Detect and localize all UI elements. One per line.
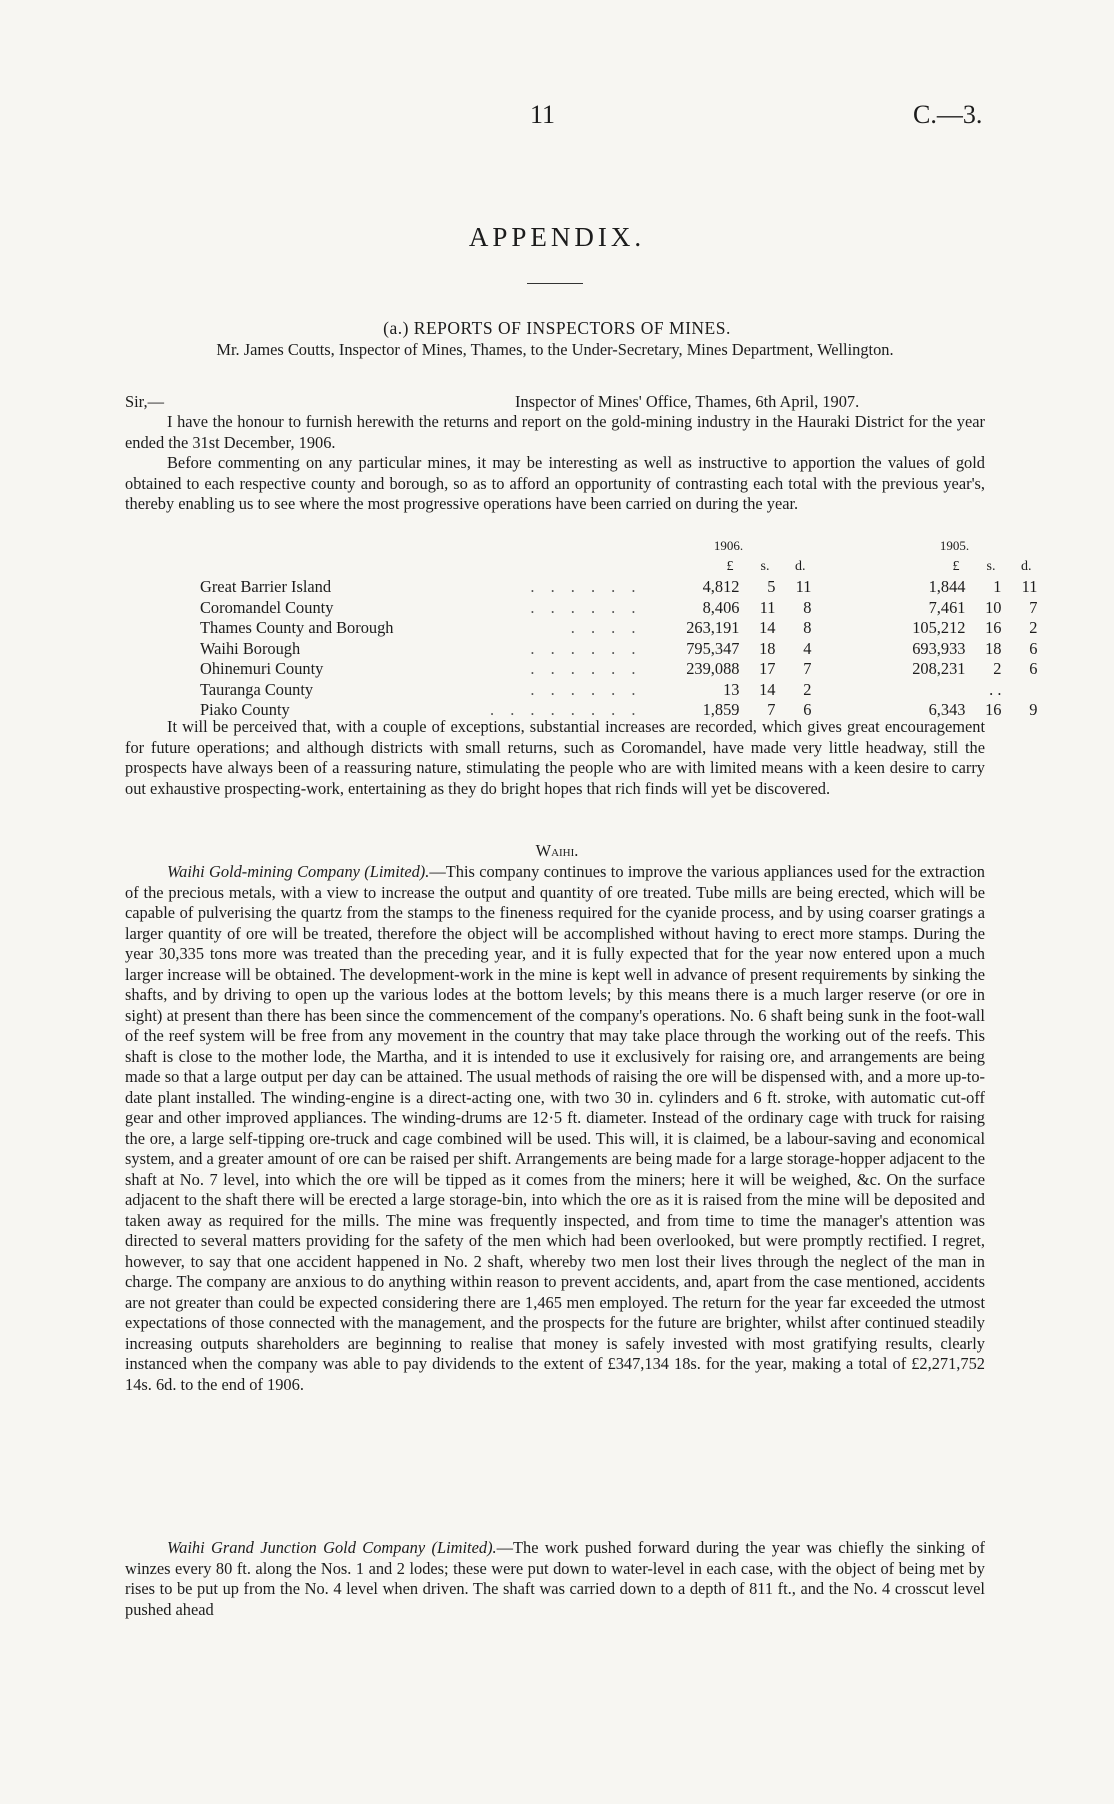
value-1905-shillings: 1 — [993, 577, 1002, 596]
value-1906-pounds: 13 — [723, 679, 740, 699]
value-1905-pounds — [871, 680, 965, 701]
value-1905-shillings: 18 — [985, 638, 1002, 658]
unit-shilling: s. — [760, 558, 770, 574]
value-1906-shillings: 14 — [759, 679, 776, 699]
value-1905-pence: 2 — [1029, 618, 1038, 637]
table-year-header — [200, 536, 1037, 557]
table-row — [200, 639, 1037, 660]
leader-dots: . . . . . . — [530, 597, 642, 617]
table-row — [200, 680, 1037, 701]
address-line — [125, 340, 985, 361]
page-number: 11 — [530, 100, 556, 129]
value-1906-shillings: 17 — [759, 659, 776, 678]
value-1905-pounds: 6,343 — [928, 700, 966, 719]
value-1906-pounds: 239,088 — [686, 659, 740, 678]
unit-shilling: s. — [986, 558, 996, 574]
value-1906-pence: 4 — [803, 638, 812, 658]
value-1906-shillings: 5 — [767, 577, 776, 596]
value-1905-pence: 11 — [1021, 577, 1038, 596]
value-1906-pounds: 8,406 — [702, 597, 740, 617]
leader-dots: . . . . . . — [530, 638, 642, 658]
title-rule — [527, 283, 583, 284]
value-1905-shillings: 2 — [993, 659, 1002, 678]
value-1906-pounds: 795,347 — [686, 638, 740, 658]
leader-dots: . . . . — [570, 618, 642, 637]
paragraph-intro: I have the honour to furnish herewith the returns and report on the gold-mining industry in the Hauraki District for the year ended the 31st December, 1906. — [125, 412, 985, 452]
value-1906-pence: 6 — [803, 700, 812, 719]
paragraph-apportion: Before commenting on any particular mines, it may be interesting as well as instructive to apportion the values of gold obtained to each respective county and borough, so as to afford an opportunity of contrasting each total with the previous year's, thereby enabling us to see where the most progressive operations have been carried on during the year. — [125, 453, 985, 513]
document-code: C.—3. — [913, 100, 983, 129]
leader-dots: . . . . . . — [530, 679, 642, 699]
company-name-waihi-gold-mining: Waihi Gold-mining Company (Limited). — [167, 862, 430, 881]
value-1906-shillings: 11 — [759, 597, 776, 617]
paragraph-waihi-grand-junction — [125, 1538, 985, 1620]
county-name: Great Barrier Island — [200, 577, 332, 596]
dateline: Inspector of Mines' Office, Thames, 6th April, 1907. — [515, 392, 860, 411]
value-1905-pounds: 693,933 — [912, 638, 966, 658]
value-1906-pounds: 263,191 — [686, 618, 740, 637]
table-row — [200, 577, 1037, 598]
paragraph-body: —The work pushed forward during the year was chiefly the sinking of winzes every 80 ft. along the Nos. 1 and 2 lodes; these were put down to water-level in each case, with the object of being met by rises to be put up from the No. 4 level when driven. The shaft was carried down to a depth of 811 ft., and the No. 4 crosscut level pushed ahead — [125, 1538, 985, 1619]
gold-returns-table — [200, 536, 1037, 721]
value-1906-shillings: 18 — [759, 638, 776, 658]
salutation: Sir,— — [125, 392, 164, 411]
table-row — [200, 598, 1037, 619]
subheading: (a.) REPORTS OF INSPECTORS OF MINES. — [383, 318, 731, 338]
year-1906-header: 1906. — [713, 538, 744, 553]
value-1906-pounds: 4,812 — [702, 577, 740, 596]
unit-pound: £ — [952, 558, 960, 574]
value-1905-pence: 7 — [1029, 597, 1038, 617]
value-1905-pounds: 7,461 — [928, 597, 966, 617]
unit-pound: £ — [726, 558, 734, 574]
value-1905-pence — [1001, 680, 1037, 701]
value-1906-pence: 8 — [803, 618, 812, 637]
value-1905-pence: 6 — [1029, 659, 1038, 678]
county-name: Tauranga County — [200, 679, 314, 699]
value-1906-pence: 8 — [803, 597, 812, 617]
county-name: Piako County — [200, 700, 290, 719]
value-1905-pounds: 105,212 — [912, 618, 966, 637]
unit-pence: d. — [1020, 558, 1032, 574]
page-title: APPENDIX. — [468, 222, 646, 252]
county-name: Ohinemuri County — [200, 659, 324, 678]
leader-dots: . . . . . . — [530, 659, 642, 678]
value-1905-shillings: 10 — [985, 597, 1002, 617]
value-1905-pence: 9 — [1029, 700, 1038, 719]
paragraph-body: —This company continues to improve the various appliances used for the extraction of the precious metals, with a view to increase the output and quantity of ore treated. Tube mills are being erected, which will be capable of pulverising the quartz from the stamps to the fineness required for the cyanide process, and by using coarser gratings a larger quantity of ore will be treated, therefore the object will be accomplished without having to erect more stamps. During the year 30,335 tons more was treated than the preceding year, and it is fully expected that for the year now entered upon a much larger increase will be obtained. The development-work in the mine is kept well in advance of present requirements by sinking the shafts, and by driving to open up the various lodes at the bottom levels; by this means there is a much larger reserve (or ore in sight) at present than there has been since the commencement of the company's operations. No. 6 shaft being sunk in the foot-wall of the reef system will be free from any movement in the country that may take place through the working out of the reefs. This shaft is close to the mother lode, the Martha, and it is intended to use it exclusively for raising ore, and arrangements are being made so that a large output per day can be attained. The usual methods of raising the ore will be dispensed with, and a more up-to-date plant installed. The winding-engine is a direct-acting one, with two 30 in. cylinders and 6 ft. stroke, with automatic cut-off gear and other improved appliances. The winding-drums are 12·5 ft. diameter. Instead of the ordinary cage with truck for raising the ore, a large self-tipping ore-truck and cage combined will be used. This will, it is claimed, be a labour-saving and economical system, and a greater amount of ore can be raised per shift. Arrangements are being made for a large storage-hopper adjacent to the shaft at No. 7 level, into which the ore will be tipped as it comes from the miners; here it will be weighed, &c. On the surface adjacent to the shaft there will be erected a large storage-bin, into which the ore as it is raised from the mine will be deposited and taken away as required for the mills. The mine was frequently inspected, and from time to time the manager's attention was directed to several matters providing for the safety of the men which had been overlooked, but were promptly rectified. I regret, however, to say that one accident happened in No. 2 shaft, whereby two men lost their lives through the neglect of the man in charge. The company are anxious to do anything within reason to prevent accidents, and, apart from the case mentioned, accidents are not greater than could be expected considering there are 1,465 men employed. The return for the year far exceeded the utmost expectations of those connected with the management, and the prospects for the future are brighter, whilst after continued steadily increasing outputs shareholders are beginning to realise that money is safely invested with most gratifying results, clearly instanced when the company was able to pay dividends to the extent of £347,134 18s. for the year, making a total of £2,271,752 14s. 6d. to the end of 1906. — [125, 862, 985, 1394]
unit-pence: d. — [794, 558, 806, 574]
company-name-waihi-grand-junction: Waihi Grand Junction Gold Company (Limited). — [167, 1538, 497, 1557]
value-1906-pence: 11 — [795, 577, 812, 596]
value-1905-pounds: 208,231 — [912, 659, 966, 678]
value-1906-shillings: 7 — [767, 700, 776, 719]
value-1906-pounds: 1,859 — [702, 700, 740, 719]
paragraph-increases: It will be perceived that, with a couple of exceptions, substantial increases are recorded, which gives great encouragement for future operations; and although districts with small returns, such as Coromandel, have made very little headway, still the prospects have always been of a reassuring nature, stimulating the people who are with limited means with a keen desire to carry out exhaustive prospecting-work, entertaining as they do bright hopes that rich finds will yet be discovered. — [125, 717, 985, 798]
paragraph-waihi-gold-mining — [125, 862, 985, 1395]
value-1906-pence: 7 — [803, 659, 812, 678]
table-row — [200, 618, 1037, 639]
value-1905-shillings: . . — [989, 679, 1002, 699]
address-text: Mr. James Coutts, Inspector of Mines, Thames, to the Under-Secretary, Mines Department, Wellington. — [216, 340, 894, 359]
value-1905-shillings: 16 — [985, 700, 1002, 719]
table-row — [200, 659, 1037, 680]
value-1905-pence: 6 — [1029, 638, 1038, 658]
value-1906-shillings: 14 — [759, 618, 776, 637]
section-heading-waihi: Waihi. — [535, 841, 579, 860]
value-1906-pence: 2 — [803, 679, 812, 699]
leader-dots: . . . . . . . . — [490, 700, 642, 719]
year-1905-header: 1905. — [939, 538, 970, 553]
leader-dots: . . . . . . — [530, 577, 642, 596]
value-1905-shillings: 16 — [985, 618, 1002, 637]
table-unit-header — [200, 557, 1037, 578]
county-name: Thames County and Borough — [200, 618, 394, 637]
county-name: Waihi Borough — [200, 638, 301, 658]
county-name: Coromandel County — [200, 597, 334, 617]
value-1905-pounds: 1,844 — [928, 577, 966, 596]
